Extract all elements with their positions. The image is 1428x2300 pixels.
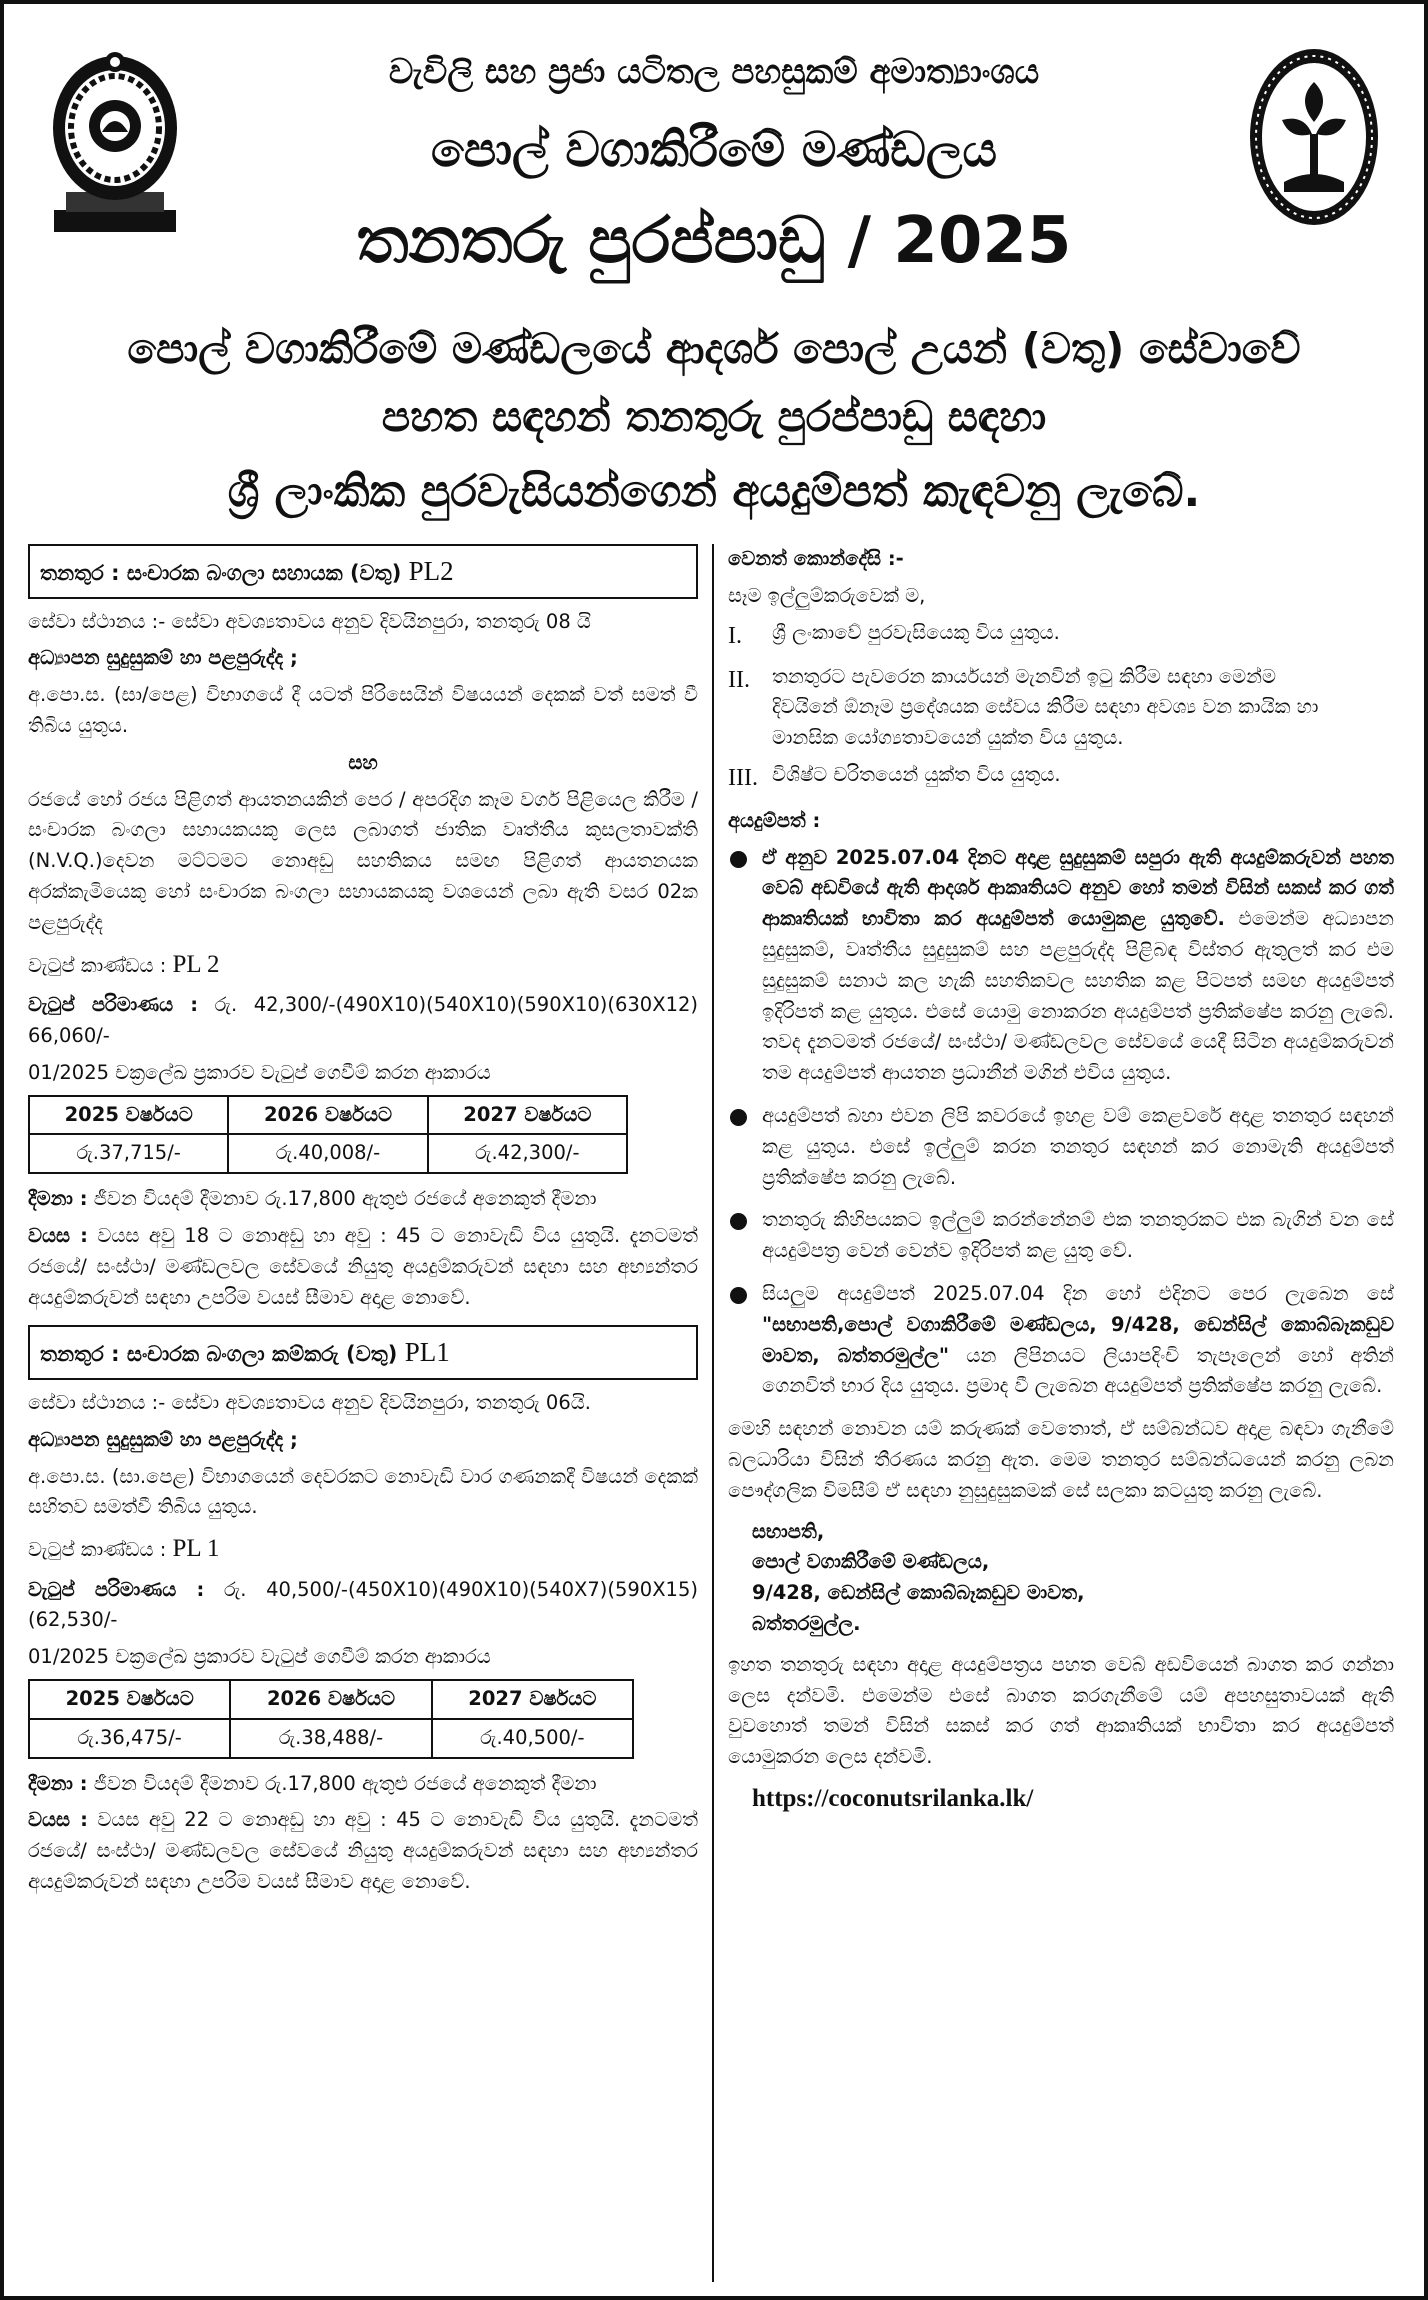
bullet-2-text: අයදුම්පත් බහා එවන ලිපි කවරයේ ඉහළ වම් කෙළවරේ අදාළ තනතුර සඳහන් කළ යුතුය. එසේ ඉල්ලුම් කරන තනතුර සඳහන් කර නොමැති අයදුම්පත් ප්‍රතික්ෂේප කරනු ලැබේ.	[762, 1103, 1394, 1189]
post1-salary-table	[28, 1095, 628, 1175]
post1-title-box	[28, 544, 698, 599]
post2-allowance	[28, 1769, 698, 1800]
post2-allowance-label: දීමනා :	[28, 1771, 88, 1795]
post1-station	[28, 607, 698, 638]
post1-edu-label: අධ්‍යාපන සුදුසුකම් හා පළපුරුද්ද ;	[28, 646, 298, 670]
subtitle-line-3: ශ්‍රී ලාංකික පුරවැසියන්ගෙන් අයදුම්පත් කැඳවනු ලැබේ.	[227, 466, 1201, 517]
bullet-4-text-c: යන ලිපිනයට ලියාපදිංචි තැපෑලෙන් හෝ අතින් ගෙනවිත් භාර දිය යුතුය. ප්‍රමාද වී ලැබෙන අයදුම්පත් ප්‍රතික්ෂේප කරනු ලැබේ.	[762, 1343, 1394, 1398]
condition-item	[728, 760, 1394, 798]
general-note: මෙහි සඳහන් නොවන යම් කරුණක් වෙතොත්, ඒ සම්බන්ධව අදාළ බඳවා ගැනීමේ බලධාරියා විසින් තීරණය කරනු ඇත. මෙම තනතුර සම්බන්ධයෙන් කරනු ලබන පෞද්ගලික විමසීම් ඒ සඳහා නුසුදුසුකමක් සේ සලකා කටයුතු කරනු ලැබේ.	[728, 1417, 1394, 1502]
table-cell: රු.40,008/-	[228, 1134, 427, 1173]
conditions-heading: වෙනත් කොන්දේසි :-	[728, 547, 904, 570]
post2-circular: 01/2025 චක්‍රලේඛ ප්‍රකාරව වැටුප් ගෙවීම් කරන ආකාරය	[28, 1645, 491, 1669]
post1-experience: රජයේ හෝ රජය පිළිගත් ආයතනයකින් පෙර / අපරදිග කෑම වර්ග පිළියෙල කිරීම / සංචාරක බංගලා සහායකයකු ලෙස ලබාගත් ජාතික වෘත්තීය කුසලතාවක්ති (N.V.Q.)දෙවන මට්ටමට නොඅඩු සහතිකය සමඟ පිළිගත් ආයතනයක අරක්කැමියෙකු හෝ සංචාරක බංගලා සහායකයකු වශයෙන් ලබා ඇති වසර 02ක පළපුරුද්ද	[28, 787, 698, 934]
conditions-intro: සෑම ඉල්ලුම්කරුවෙක් ම,	[728, 583, 926, 607]
post2-scale-label: වැටුප් පරිමාණය :	[28, 1577, 205, 1601]
bullet-3-text: තනතුරු කිහිපයකට ඉල්ලුම් කරන්නේනම් එක තනතුරකට එක බැගින් වන සේ අයදුම්පත්‍ර වෙන් වෙන්ව ඉදිරිපත් කළ යුතු වේ.	[762, 1208, 1394, 1263]
post1-edu-text: අ.පො.ස. (සා/පෙළ) විභාගයේ දී යටත් පිරිසෙයින් විෂයයන් දෙකක් වත් සමත් වී තිබිය යුතුය.	[28, 683, 698, 738]
post2-code: PL1	[404, 1337, 450, 1368]
post2-title-box	[28, 1325, 698, 1380]
table-header: 2027 වර්ෂයට	[428, 1096, 627, 1135]
post2-edu-text: අ.පො.ස. (සා.පෙළ) විභාගයෙන් දෙවරකට නොවැඩි වාර ගණනකදී විෂයන් දෙකක් සහිතව සමත්වී තිබිය යුතුය.	[28, 1464, 698, 1519]
post1-age-label: වයස :	[28, 1223, 88, 1247]
condition-number: I.	[728, 622, 742, 649]
bullet-1-rest: එමෙන්ම අධ්‍යාපන සුදුසුකම්, වෘත්තීය සුදුසුකම් සහ පළපුරුද්ද පිළිබඳ විස්තර ඇතුලත් කර එම සුදුසුකම් සනාථ කල හැකි සහතිකවල සහතික කළ පිටපත් සමඟ අයදුම්පත් ඉදිරිපත් කළ යුතුය. එසේ යොමු නොකරන අයදුම්පත් ප්‍රතික්ෂේප කරනු ලැබේ. තවද දැනටමත් රජයේ/ සංස්ථා/ මණ්ඩලවල සේවයේ යෙදී සිටින අයදුම්කරුවන් තම අයදුම්පත් ආයතන ප්‍රධානීන් මගින් එවිය යුතුය.	[762, 907, 1394, 1085]
post2-scale	[28, 1575, 698, 1637]
signature-block	[752, 1517, 1394, 1640]
application-bullet-3	[728, 1205, 1394, 1267]
subtitle-line-2: පහත සඳහන් තනතුරු පුරප්පාඩු සඳහා	[381, 392, 1047, 441]
post2-grade-value: PL 1	[172, 1535, 220, 1563]
subtitle-line-1: පොල් වගාකිරීමේ මණ්ඩලයේ ආදර්ශ පොල් උයන් (වතු) සේවාවේ	[127, 324, 1301, 373]
post1-scale	[28, 990, 698, 1052]
post2-allowance-value: ජීවන වියදම් දීමනාව රු.17,800 ඇතුළු රජයේ අනෙකුත් දීමනා	[93, 1771, 597, 1795]
signature-title: සභාපති,	[752, 1519, 825, 1543]
condition-item	[728, 662, 1394, 754]
bullet-icon	[730, 1109, 747, 1126]
condition-number: II.	[728, 666, 750, 693]
post2-salary-table	[28, 1679, 634, 1759]
post1-age	[28, 1221, 698, 1313]
table-cell: රු.36,475/-	[29, 1719, 230, 1758]
bullet-4-address: "සභාපති,පොල් වගාකිරීමේ මණ්ඩලය, 9/428, ඩෙන්සිල් කොබ්බෑකඩුව මාවත, බත්තරමුල්ල"	[762, 1312, 1394, 1367]
application-bullet-4	[728, 1279, 1394, 1402]
post2-grade	[28, 1529, 698, 1569]
column-divider	[712, 544, 714, 2282]
condition-text: විශිෂ්ට චරිතයෙන් යුක්ත විය යුතුය.	[772, 762, 1061, 786]
condition-text: තනතුරට පැවරෙන කාර්යයන් මැනවින් ඉටු කිරීම සඳහා මෙන්ම දිවයිනේ ඕනෑම ප්‍රදේශයක සේවය කිරීම සඳහා අවශ්‍ය වන කායික හා මානසික යෝග්‍යතාවයෙන් යුක්ත විය යුතුය.	[772, 664, 1319, 750]
signature-address-city: බත්තරමුල්ල.	[752, 1611, 861, 1635]
ministry-name: වැවිලි සහ ප්‍රජා යටිතල පහසුකම් අමාත්‍යාංශය	[388, 52, 1040, 92]
download-note: ඉහත තනතුරු සඳහා අදාළ අයදුම්පත්‍රය පහත වෙබ් අඩවියෙන් බාගත කර ගන්නා ලෙස දන්වමි. එමෙන්ම එසේ බාගත කරගැනීමේ යම් අපහසුතාවයක් ඇති වුවහොත් තමන් විසින් සකස් කර ගත් ආකෘතියක් භාවිතා කර අයදුම්පත් යොමුකරන ලෙස දන්වමි.	[728, 1652, 1394, 1769]
post1-allowance	[28, 1184, 698, 1215]
application-bullet-2	[728, 1101, 1394, 1193]
applications-heading: අයදුම්පත් :	[728, 808, 821, 832]
table-header: 2026 වර්ෂයට	[228, 1096, 427, 1135]
bullet-4-text-a: සියලුම අයදුම්පත් 2025.07.04 දින හෝ එදිනට පෙර ලැබෙන සේ	[762, 1281, 1394, 1305]
condition-number: III.	[728, 764, 758, 791]
post1-allowance-label: දීමනා :	[28, 1187, 88, 1211]
post2-edu-label: අධ්‍යාපන සුදුසුකම් හා පළපුරුද්ද ;	[28, 1427, 298, 1451]
post1-grade-label: වැටුප් කාණ්ඩය :	[28, 953, 167, 977]
post1-scale-label: වැටුප් පරිමාණය :	[28, 993, 199, 1017]
post2-title: තනතුර : සංචාරක බංගලා කම්කරු (වතු)	[40, 1342, 398, 1367]
table-cell: රු.40,500/-	[432, 1719, 633, 1758]
bullet-icon	[730, 1213, 747, 1230]
post1-grade-value: PL 2	[172, 950, 220, 978]
right-column	[728, 544, 1394, 1818]
bullet-icon	[730, 851, 747, 868]
table-header: 2025 වර්ෂයට	[29, 1680, 230, 1719]
website-link[interactable]: https://coconutsrilanka.lk/	[752, 1784, 1034, 1812]
post2-grade-label: වැටුප් කාණ්ඩය :	[28, 1538, 167, 1562]
application-bullet-1	[728, 843, 1394, 1089]
post2-age-value: වයස අවු 22 ට නොඅඩු හා අවු : 45 ට නොවැඩි විය යුතුයි. දැනටමත් රජයේ/ සංස්ථා/ මණ්ඩලවල සේවයේ නියුතු අයදුම්කරුවන් සඳහා සහ අභ්‍යන්තර අයදුම්කරුවන් සඳහා උපරිම වයස් සීමාව අදාළ නොවේ.	[28, 1808, 698, 1894]
page-title: තනතරු පුරප්පාඩු / 2025	[356, 204, 1072, 278]
table-header: 2025 වර්ෂයට	[29, 1096, 228, 1135]
signature-address-street: 9/428, ඩෙන්සිල් කොබ්බෑකඩුව මාවත,	[752, 1581, 1085, 1605]
table-cell: රු.38,488/-	[230, 1719, 431, 1758]
signature-organisation: පොල් වගාකිරීමේ මණ්ඩලය,	[752, 1550, 990, 1574]
post1-scale-value: රු. 42,300/-(490X10)(540X10)(590X10)(630X12) 66,060/-	[28, 993, 698, 1047]
table-header: 2026 වර්ෂයට	[230, 1680, 431, 1719]
table-cell: රු.42,300/-	[428, 1134, 627, 1173]
post1-allowance-value: ජීවන වියදම් දීමනාව රු.17,800 ඇතුළු රජයේ අනෙකුත් දීමනා	[93, 1187, 597, 1211]
post1-circular: 01/2025 චක්‍රලේඛ ප්‍රකාරව වැටුප් ගෙවීම් කරන ආකාරය	[28, 1060, 491, 1084]
post1-station-label: සේවා ස්ථානය :-	[28, 609, 166, 633]
post1-station-value: සේවා අවශ්‍යතාවය අනුව දිවයිනපුරා, තනතුරු 08 යි	[171, 609, 591, 633]
post2-station-label: සේවා ස්ථානය :-	[28, 1390, 166, 1414]
post2-station	[28, 1388, 698, 1419]
condition-item	[728, 618, 1394, 656]
board-name: පොල් වගාකිරීමේ මණ්ඩලය	[431, 122, 997, 178]
post1-and: සහ	[348, 750, 378, 774]
bullet-1-bold: ඒ අනුව 2025.07.04 දිනට අදාළ සුදුසුකම් සපුරා ඇති අයදුම්කරුවන් පහත වෙබ් අඩවියේ ඇති ආදර්ශ ආකෘතියට අනුව හෝ තමන් විසින් සකස් කර ගත් ආකෘතියක් භාවිතා කර අයදුම්පත් යොමුකළ යුතුවේ.	[762, 845, 1394, 931]
table-header: 2027 වර්ෂයට	[432, 1680, 633, 1719]
coconut-board-logo-icon	[1244, 42, 1384, 232]
sri-lanka-emblem-icon	[44, 42, 186, 242]
table-cell: රු.37,715/-	[29, 1134, 228, 1173]
post2-age	[28, 1805, 698, 1897]
post1-title: තනතුර : සංචාරක බංගලා සහායක (වතු)	[40, 561, 402, 585]
post2-station-value: සේවා අවශ්‍යතාවය අනුව දිවයිනපුරා, තනතුරු 06යි.	[171, 1390, 591, 1414]
post2-scale-value: රු. 40,500/-(450X10)(490X10)(540X7)(590X15)(62,530/-	[28, 1577, 698, 1632]
header	[4, 4, 1424, 544]
post2-age-label: වයස :	[28, 1808, 88, 1832]
condition-text: ශ්‍රී ලංකාවේ පුරවැසියෙකු විය යුතුය.	[772, 620, 1060, 644]
post1-age-value: වයස අවු 18 ට නොඅඩු හා අවු : 45 ට නොවැඩි විය යුතුයි. දැනටමත් රජයේ/ සංස්ථා/ මණ්ඩලවල සේවයේ නියුතු අයදුම්කරුවන් සඳහා සහ අභ්‍යන්තර අයදුම්කරුවන් සඳහා උපරිම වයස් සීමාව අදාළ නොවේ.	[28, 1223, 698, 1309]
post1-code: PL2	[408, 556, 454, 586]
post1-grade	[28, 945, 698, 985]
left-column	[28, 544, 698, 1904]
bullet-icon	[730, 1287, 747, 1304]
